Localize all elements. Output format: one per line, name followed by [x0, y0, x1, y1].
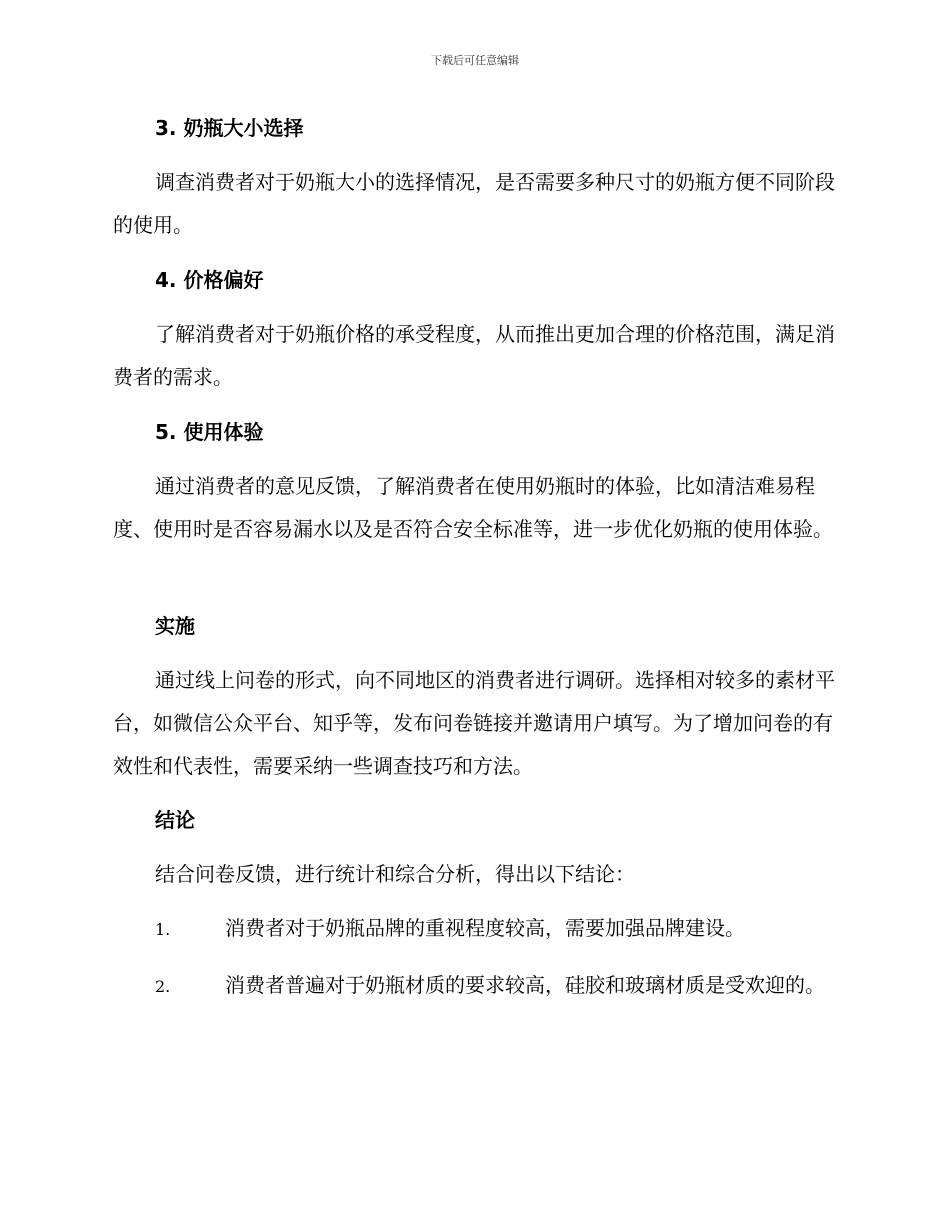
section-text-implementation: 通过线上问卷的形式，向不同地区的消费者进行调研。选择相对较多的素材平台，如微信公众平台、知乎等，发布问卷链接并邀请用户填写。为了增加问卷的有效性和代表性，需要采纳一些调查技巧和方法。	[113, 668, 835, 778]
list-number: 1.	[155, 920, 171, 939]
list-number: 2.	[155, 977, 171, 996]
list-text: 消费者普遍对于奶瓶材质的要求较高，硅胶和玻璃材质是受欢迎的。	[225, 973, 825, 997]
list-item	[113, 964, 835, 1008]
section-text-experience: 通过消费者的意见反馈，了解消费者在使用奶瓶时的体验，比如清洁难易程度、使用时是否容易漏水以及是否符合安全标准等，进一步优化奶瓶的使用体验。	[113, 474, 833, 541]
list-item	[113, 907, 835, 951]
section-text-size: 调查消费者对于奶瓶大小的选择情况，是否需要多种尺寸的奶瓶方便不同阶段的使用。	[113, 170, 835, 237]
page-header: 下载后可任意编辑	[431, 54, 519, 67]
section-text-price: 了解消费者对于奶瓶价格的承受程度，从而推出更加合理的价格范围，满足消费者的需求。	[113, 322, 835, 389]
section-heading-conclusion: 结论	[155, 808, 195, 832]
list-text: 消费者对于奶瓶品牌的重视程度较高，需要加强品牌建设。	[225, 916, 745, 940]
conclusion-list	[113, 907, 835, 1008]
section-text-conclusion: 结合问卷反馈，进行统计和综合分析，得出以下结论：	[155, 862, 635, 886]
section-heading-price: 4. 价格偏好	[155, 268, 264, 292]
section-heading-size: 3. 奶瓶大小选择	[155, 116, 304, 140]
section-heading-implementation: 实施	[155, 614, 195, 638]
section-heading-experience: 5. 使用体验	[155, 420, 264, 444]
